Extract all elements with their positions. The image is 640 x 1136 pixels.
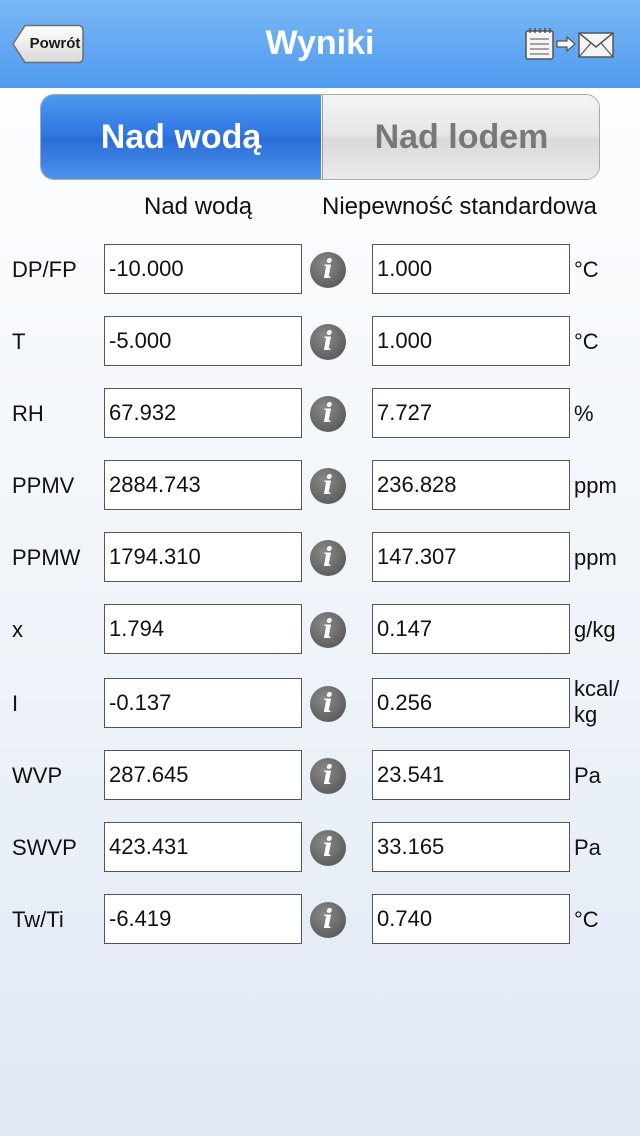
value-field[interactable]: 423.431 [104, 822, 302, 872]
segment-over-water[interactable]: Nad wodą [41, 95, 321, 179]
uncertainty-field[interactable]: 0.256 [372, 678, 570, 728]
uncertainty-field[interactable]: 23.541 [372, 750, 570, 800]
surface-segmented-control [40, 94, 600, 180]
value-field[interactable]: 67.932 [104, 388, 302, 438]
uncertainty-field[interactable]: 1.000 [372, 316, 570, 366]
value-field[interactable]: -6.419 [104, 894, 302, 944]
table-row [0, 894, 640, 946]
table-row [0, 244, 640, 296]
uncertainty-field[interactable]: 236.828 [372, 460, 570, 510]
value-field[interactable]: 2884.743 [104, 460, 302, 510]
info-icon[interactable]: i [310, 468, 346, 504]
table-row [0, 604, 640, 656]
unit-label: % [574, 401, 594, 426]
row-label: DP/FP [12, 257, 77, 282]
unit-label: °C [574, 907, 599, 932]
table-row [0, 388, 640, 440]
info-icon[interactable]: i [310, 686, 346, 722]
navigation-bar [0, 0, 640, 88]
uncertainty-field[interactable]: 0.740 [372, 894, 570, 944]
value-field[interactable]: 1.794 [104, 604, 302, 654]
uncertainty-field[interactable]: 33.165 [372, 822, 570, 872]
uncertainty-field[interactable]: 147.307 [372, 532, 570, 582]
info-icon[interactable]: i [310, 324, 346, 360]
uncertainty-field[interactable]: 1.000 [372, 244, 570, 294]
unit-label: °C [574, 329, 599, 354]
segment-over-ice[interactable]: Nad lodem [322, 95, 600, 179]
table-row [0, 750, 640, 802]
uncertainty-field[interactable]: 0.147 [372, 604, 570, 654]
unit-label: kcal/ kg [574, 676, 620, 727]
export-mail-icon [522, 26, 618, 62]
value-column-header: Nad wodą [144, 193, 253, 220]
table-row [0, 678, 640, 730]
table-row [0, 316, 640, 368]
value-field[interactable]: 287.645 [104, 750, 302, 800]
value-field[interactable]: -5.000 [104, 316, 302, 366]
info-icon[interactable]: i [310, 830, 346, 866]
uncertainty-field[interactable]: 7.727 [372, 388, 570, 438]
value-field[interactable]: -0.137 [104, 678, 302, 728]
row-label: x [12, 617, 23, 642]
info-icon[interactable]: i [310, 396, 346, 432]
row-label: T [12, 329, 26, 354]
uncertainty-column-header: Niepewność standardowa [322, 193, 597, 220]
page-title: Wyniki [265, 24, 375, 62]
row-label: WVP [12, 763, 63, 788]
row-label: SWVP [12, 835, 77, 860]
info-icon[interactable]: i [310, 252, 346, 288]
value-field[interactable]: -10.000 [104, 244, 302, 294]
unit-label: Pa [574, 835, 601, 860]
info-icon[interactable]: i [310, 540, 346, 576]
unit-label: ppm [574, 473, 617, 498]
table-row [0, 822, 640, 874]
value-field[interactable]: 1794.310 [104, 532, 302, 582]
row-label: RH [12, 401, 44, 426]
back-button-label: Powrót [29, 35, 81, 52]
row-label: I [12, 691, 19, 716]
info-icon[interactable]: i [310, 902, 346, 938]
row-label: PPMW [12, 545, 81, 570]
table-row [0, 532, 640, 584]
export-mail-button[interactable] [522, 26, 618, 62]
table-row [0, 460, 640, 512]
info-icon[interactable]: i [310, 758, 346, 794]
row-label: Tw/Ti [12, 907, 64, 932]
unit-label: °C [574, 257, 599, 282]
info-icon[interactable]: i [310, 612, 346, 648]
unit-label: Pa [574, 763, 601, 788]
row-label: PPMV [12, 473, 75, 498]
unit-label: ppm [574, 545, 617, 570]
unit-label: g/kg [574, 617, 616, 642]
